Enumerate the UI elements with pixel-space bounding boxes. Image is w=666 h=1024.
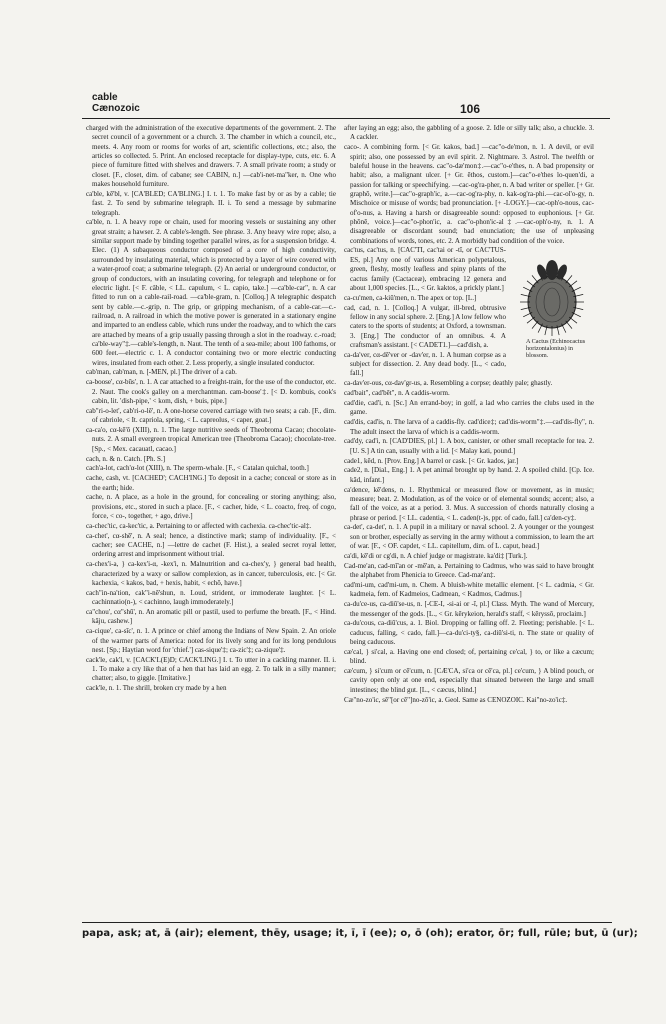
- dictionary-entry: ca-boose', cα-būs', n. 1. A car attached to a freight-train, for the use of the conductor, etc. 2. Naut. The cook's galley on a merchantman. cam-boose'‡. [< D. kombuis, cook's cabin, lit. 'dish-pipe,' < kom, dish, + buis, pipe.]: [86, 378, 336, 405]
- dictionary-entry: ca-du'ce-us, ca-diū'se-us, n. [-CE-I, -si-ai or -ī, pl.] Class. Myth. The wand of Mercury, the messenger of the gods. [L., < Gr. kērykeion, herald's staff, < kēryssō, proclaim.]: [344, 600, 594, 618]
- dictionary-entry: ca-du'cous, ca-diū'cus, a. 1. Biol. Dropping or falling off. 2. Fleeting; perishable. [< L. caducus, falling, < cado, fall.]—ca-du'ci-ty§, ca-diū'si-ti, n. The state or quality of being caducous.: [344, 619, 594, 647]
- dictionary-entry: cache, cash, vt. [CACHED'; CACH'ING.] To deposit in a cache; conceal or store as in the earth; hide.: [86, 474, 336, 492]
- dictionary-entry: ca"chou', cα"shū', n. An aromatic pill or pastil, used to perfume the breath. [F., < Hind. kāju, cashew.]: [86, 608, 336, 626]
- dictionary-entry: cache, n. A place, as a hole in the ground, for concealing or storing anything; also, provisions, etc., stored in such a place. [F., < cacher, hide, < L. coacto, freq. of cogo, force, < co-, together, + ago, drive.]: [86, 493, 336, 521]
- dictionary-entry: Cad-me'an, cad-mī'an or -mē'an, a. Pertaining to Cadmus, who was said to have brought the alphabet from Phenicia to Greece. Cad-mæ'an‡.: [344, 561, 594, 580]
- dictionary-entry: charged with the administration of the executive departments of the government. 2. The secret council of a government or a church. 3. The chamber in which a council, etc., meets. 4. Any room or rooms for works of art, scientific collections, etc.; also, the articles so collected. 5. Print. An enclosed receptacle for display-type, cuts, etc. 6. A piece of furniture fitted with shelves and drawers. 7. A small private room; a study or closet. [F., closet, dim. of cabane; see CABIN, n.] —cab'i-net-ma"ker, n. One who makes household furniture.: [86, 124, 336, 189]
- dictionary-entry: Cæ"no-zo'ic, sē"[or cē"]no-zō'ic, a. Geol. Same as CENOZOIC. Kai"no-zo'ic‡.: [344, 695, 568, 704]
- dictionary-entry: cad'die, cad'i, n. [Sc.] An errand-boy; in golf, a lad who carries the clubs used in the game.: [344, 398, 594, 417]
- footer-rule: [82, 922, 612, 923]
- dictionary-entry: cach, n. & n. Catch. [Ph. S.]: [86, 454, 166, 463]
- dictionary-entry: cad'mi-um, cad'mi-um, n. Chem. A bluish-white metallic element. [< L. cadmia, < Gr. kadmeia, fem. of Kadmeios, Cadmean, < Kadmos, Cadmus.]: [344, 581, 594, 599]
- dictionary-entry: cad, cad, n. 1. [Colloq.] A vulgar, ill-bred, obtrusive fellow in any social sphere. 2. [Eng.] A low fellow who caters to the sports of students; at Oxford, a townsman. 3. [Eng.] The conductor of an omnibus. 4. A craftsman's assistant. [< CADET1.]—cad'dish, a.: [344, 303, 506, 349]
- left-column: [86, 124, 336, 694]
- dictionary-entry: after laying an egg; also, the gabbling of a goose. 2. Idle or silly talk; also, a chuckle. 3. A cackler.: [344, 124, 594, 142]
- cactus-illustration: [510, 248, 594, 366]
- cactus-icon: [510, 248, 594, 338]
- dictionary-entry: cach'a-lot, cach'α-lot (XIII), n. The sperm-whale. [F., < Catalan quichal, tooth.]: [86, 464, 309, 473]
- dictionary-entry: cade2, n. [Dial., Eng.] 1. A pet animal brought up by hand. 2. A spoiled child. [Cp. Ice. kād, infant.]: [344, 466, 594, 484]
- dictionary-entry: ca-dav'er-ous, cα-dav'gr-us, a. Resembling a corpse; deathly pale; ghastly.: [344, 379, 553, 388]
- dictionary-entry: ca'di, kē'di or cg'di, n. A chief judge or magistrate. ka'di‡ [Turk.].: [344, 551, 528, 560]
- dictionary-entry: cack'le, n. 1. The shrill, broken cry made by a hen: [86, 684, 227, 693]
- dictionary-entry: ca-da'ver, cα-dē'ver or -dav'er, n. 1. A human corpse as a subject for dissection. 2. Any dead body. [L., < cado, fall.]: [344, 350, 506, 378]
- dictionary-entry: ca'dence, kē'dens, n. 1. Rhythmical or measured flow or movement, as in music; measure; beat. 2. Modulation, as of the voice or of elemental sounds; accent; also, a fall of the voice, as at a period. 3. Mus. A succession of chords naturally closing a phrase or period. [< LL. cadentia, < L. caden(t-)s, ppr. of cado, fall.] ca'den-cy‡.: [344, 485, 594, 522]
- dictionary-entry: ca-ca'o, cα-kē'ō (XIII), n. 1. The large nutritive seeds of Theobroma Cacao; chocolate-nuts. 2. A small evergreen tropical American tree (Theobroma Cacao); chocolate-tree. [Sp., < Mex. cacauatl, cacao.]: [86, 426, 336, 453]
- dictionary-entry: ca-chex'i-a, } ca-kex'i-α, -kex'i, n. Malnutrition and ca-chex'y, } general bad health, characterized by a waxy or sallow complexion, as in cancer, tuberculosis, etc. [< Gr. kachexia, < kakos, bad, + hexis, habit, < echō, have.]: [86, 560, 336, 587]
- dictionary-entry: cach"in-na'tion, cak"i-nē'shun, n. Loud, strident, or immoderate laughter. [< L. cachinnatio(n-), < cachinno, laugh immoderately.]: [86, 588, 336, 607]
- dictionary-entry: caco-. A combining form. [< Gr. kakos, bad.] —cac"o-de'mon, n. 1. A devil, or evil spirit; also, one possessed by an evil spirit. 2. Nightmare. 3. Astrol. The twelfth or baleful house in the heavens. cac"o-dæ'mon‡.—cac"o-e'thes, n. A bad propensity or habit; also, a malignant ulcer. [+ Gr. ēthos, custom.]—cac"o-e'thes lo-quen'di, a passion for talking or speechifying. —cac-og'ra-pher, n. A bad writer or speller. [+ Gr. graphō, write.]—cac"o-graph'ic, a.—cac-og'ra-phy, n. kak-og'ra-phi.—cac-ol'o-gy, n. Mischoice or misuse of words; bad pronunciation. [+ -LOGY.]—cac-oph'o-nous, cac-of'o-nus, a. Having a harsh or disagreeable sound: opposed to euphonious. [+ Gr. phōnē, voice.]—cac"o-phon'ic, a. cac"o-phon'ic-al‡.—cac-oph'o-ny, n. 1. A disagreeable or discordant sound; bad enunciation; the use of unpleasing combinations of words, tones, etc. 2. A morbidly bad condition of the voice.: [344, 143, 594, 245]
- figure-caption: A Cactus (Echinocactus horizontalonius) in blossom.: [526, 338, 586, 360]
- dictionary-entry: ca-chet', cα-shē', n. A seal; hence, a distinctive mark; stamp of individuality. [F., < cacher; see CACHE, n.] —lettre de cachet (F. Hist.), a sealed secret royal letter, ordering arrest and imprisonment without trial.: [86, 531, 336, 559]
- dictionary-entry: ca-det', ca-det', n. 1. A pupil in a military or naval school. 2. A younger or the youngest son or brother, especially as serving in the army without a commission, to learn the art of war. [F., < OF. capdet, < LL. capitellum, dim. of L. caput, head.]: [344, 523, 594, 551]
- dictionary-entry: cæ'cal, } si'cal, a. Having one end closed; of, pertaining ce'cal, } to, or like a cæcum; blind.: [344, 647, 594, 666]
- guide-word-bottom: Cænozoic: [92, 103, 140, 114]
- right-column: [344, 124, 594, 705]
- dictionary-entry: cæ'cum, } si'cum or cē'cum, n. [CÆ'CA, si'ca or cē'ca, pl.] ce'cum, } A blind pouch, or cavity open only at one end, especially that situated between the large and small intestines; the blind gut. [L., < cæcus, blind.]: [344, 667, 594, 694]
- dictionary-entry: cack'le, cak'l, v. [CACK'L(E)D; CACK'LING.] I. t. To utter in a cackling manner. II. i. 1. To make a cry like that of a hen that has laid an egg. 2. To talk in a silly manner; chatter; also, to giggle. [Imitative.]: [86, 655, 336, 683]
- dictionary-entry: cab'man, cab'man, n. [-MEN, pl.] The driver of a cab.: [86, 368, 237, 377]
- guide-words: [92, 92, 140, 114]
- dictionary-entry: ca'ble, kē'bl, v. [CA'BLED; CA'BLING.] I. t. 1. To make fast by or as by a cable; tie fast. 2. To send by submarine telegraph. II. i. To send a message by submarine telegraph.: [86, 189, 336, 217]
- page-number: 106: [460, 102, 481, 116]
- dictionary-entry: cab"ri-o-let', cab'ri-o-lē', n. A one-horse covered carriage with two seats; a cab. [F., dim. of cabriole, < It. capriola, spring, < L. capreolus, < caper, goat.]: [86, 406, 336, 425]
- dictionary-entry: ca'ble, n. 1. A heavy rope or chain, used for mooring vessels or sustaining any other great strain; a hawser. 2. A cable's-length. See phrase. 3. Any heavy wire rope; also, a similar support made by binding together parallel wires, as for a suspension bridge. 4. Elec. (1) A subaqueous conductor composed of a core of high conductivity, surrounded by insulating material, which is protected by a layer of wire covered with a water-proof coat; a submarine telegraph. (2) An aerial or underground conductor, or group of conductors, with an insulating covering, for telegraph and telephone or for electric light. [< F. câble, < LL. capulum, < L. capio, take.] —ca'ble-car", n. A car fitted to run on a cable-rail-road. —ca'ble-gram, n. [Colloq.] A telegraphic despatch sent by cable.—c.-grip, n. The grip, or gripping mechanism, of a cable-car.—c.-railroad, n. A railroad in which the motive power is generated in a stationary engine and imparted to an endless cable, which runs under the roadway, and to which the cars are attached by means of a grip usually passing through a slot in the roadway. c.-road; ca'ble-way"‡.—cable's-length, n. Naut. The tenth of a sea-mile; about 100 fathoms, or 600 feet.—electric c. 1. A conductor containing two or more electric conducting wires, insulated from each other. 2. Less properly, a single insulated conductor.: [86, 218, 336, 367]
- dictionary-entry: ca-chec'tic, ca-kec'tic, a. Pertaining to or affected with cachexia. ca-chec'tic-al‡.: [86, 521, 312, 530]
- dictionary-entry: cad'dis, cad'is, n. The larva of a caddis-fly. cad'dice‡; cad'dis-worm"‡.—cad'dis-fly", n. The adult insect the larva of which is a caddis-worm.: [344, 418, 594, 436]
- dictionary-entry: cad'bait", cad'bēt", n. A caddis-worm.: [344, 389, 450, 398]
- guide-word-top: cable: [92, 92, 118, 103]
- dictionary-entry: ca-cique', ca-sīc', n. 1. A prince or chief among the Indians of New Spain. 2. An oriole of the warmer parts of America: noted for its lively song and for its long pendulous nest. [Sp.; Haytian word for 'chief.'] cas-sique'‡; ca-zic'‡; ca-zique'‡.: [86, 627, 336, 654]
- dictionary-entry: cade1, kēd, n. [Prov. Eng.] A barrel or cask. [< Gr. kados, jar.]: [344, 456, 519, 465]
- dictionary-entry: ca-cu'men, ca-kiū'men, n. The apex or top. [L.]: [344, 293, 477, 302]
- dictionary-entry: cac'tus, cac'tus, n. [CAC'TI, cac'tai or -tī, or CAC'TUS-ES, pl.] Any one of various American polypetalous, green, fleshy, mostly leafless and spiny plants of the cactus family (Cactaceæ), embracing 12 genera and about 1,000 species. [L., < Gr. kaktos, a prickly plant.]: [344, 246, 506, 292]
- pronunciation-key: papa, ask; at, ā (air); element, thēy, usage; it, ī, ī (ee); o, ō (oh); erator, ōr; full, rūle; but, ū (ur);: [82, 928, 638, 939]
- header-rule: [82, 118, 610, 119]
- dictionary-entry: cad'dy, cad'i, n. [CAD'DIES, pl.] 1. A box, canister, or other small receptacle for tea. 2. [U. S.] A tin can, usually with a lid. [< Malay kati, pound.]: [344, 437, 594, 455]
